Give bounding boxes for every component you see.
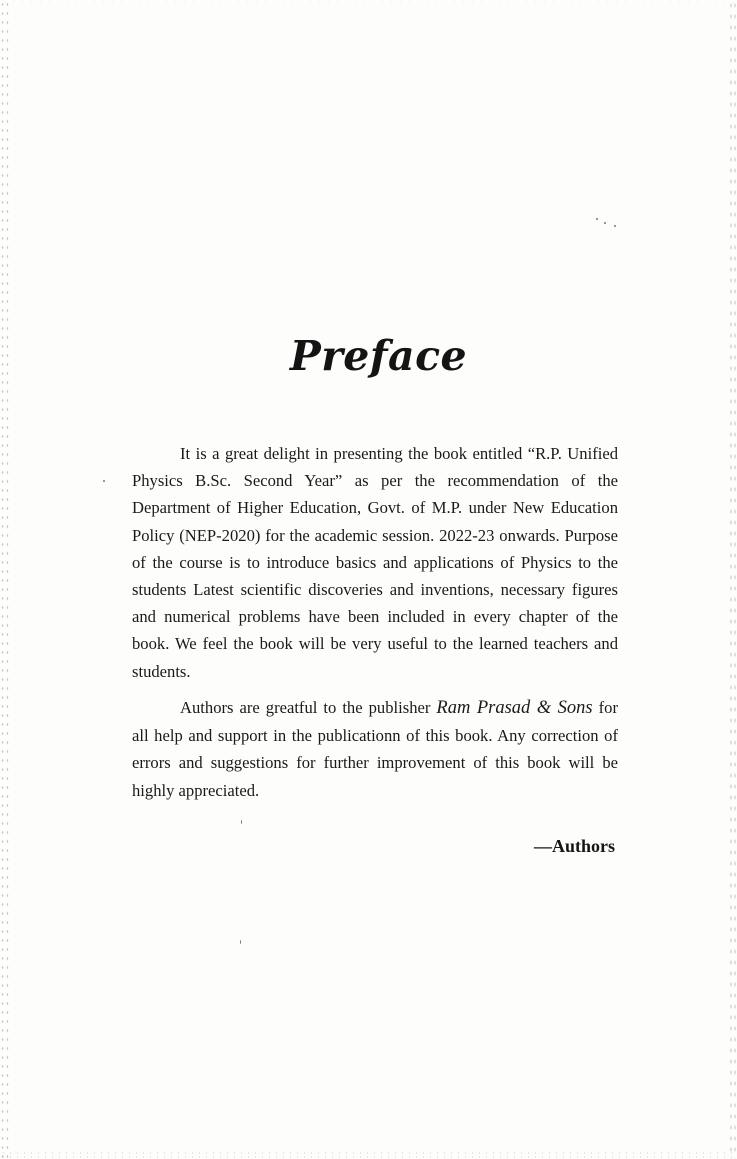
scan-speck — [240, 940, 241, 944]
paragraph-2-text-end: for all help and support in the publicationn of this book. Any correction of errors and suggestions for further improvement of this book will be highly appreciated. — [132, 698, 618, 800]
preface-paragraph-2 — [132, 694, 618, 804]
paragraph-2-text-start: Authors are greatful to the publisher — [180, 698, 437, 717]
scan-speck — [604, 222, 606, 224]
signature: —Authors — [533, 836, 615, 856]
scan-edge-top — [0, 0, 737, 4]
preface-paragraph-1: It is a great delight in presenting the book entitled “R.P. Unified Physics B.Sc. Second Year” as per the recommendation of the Department of Higher Education, Govt. of M.P. under New Education Policy (NEP-2020) for the academic session. 2022-23 onwards. Purpose of the course is to introduce basics and applications of Physics to the students Latest scientific discoveries and inventions, necessary figures and numerical problems have been included in every chapter of the book. We feel the book will be very useful to the learned teachers and students. — [132, 444, 618, 681]
scan-speck — [241, 820, 242, 824]
scan-edge-right — [729, 0, 737, 1159]
scan-speck — [614, 225, 616, 227]
publisher-name: Ram Prasad & Sons — [436, 698, 593, 718]
page-title: Preface — [289, 332, 468, 380]
scan-speck — [103, 480, 105, 482]
scan-speck — [596, 218, 598, 220]
scan-edge-left — [0, 0, 10, 1159]
scan-edge-bottom — [0, 1151, 737, 1159]
